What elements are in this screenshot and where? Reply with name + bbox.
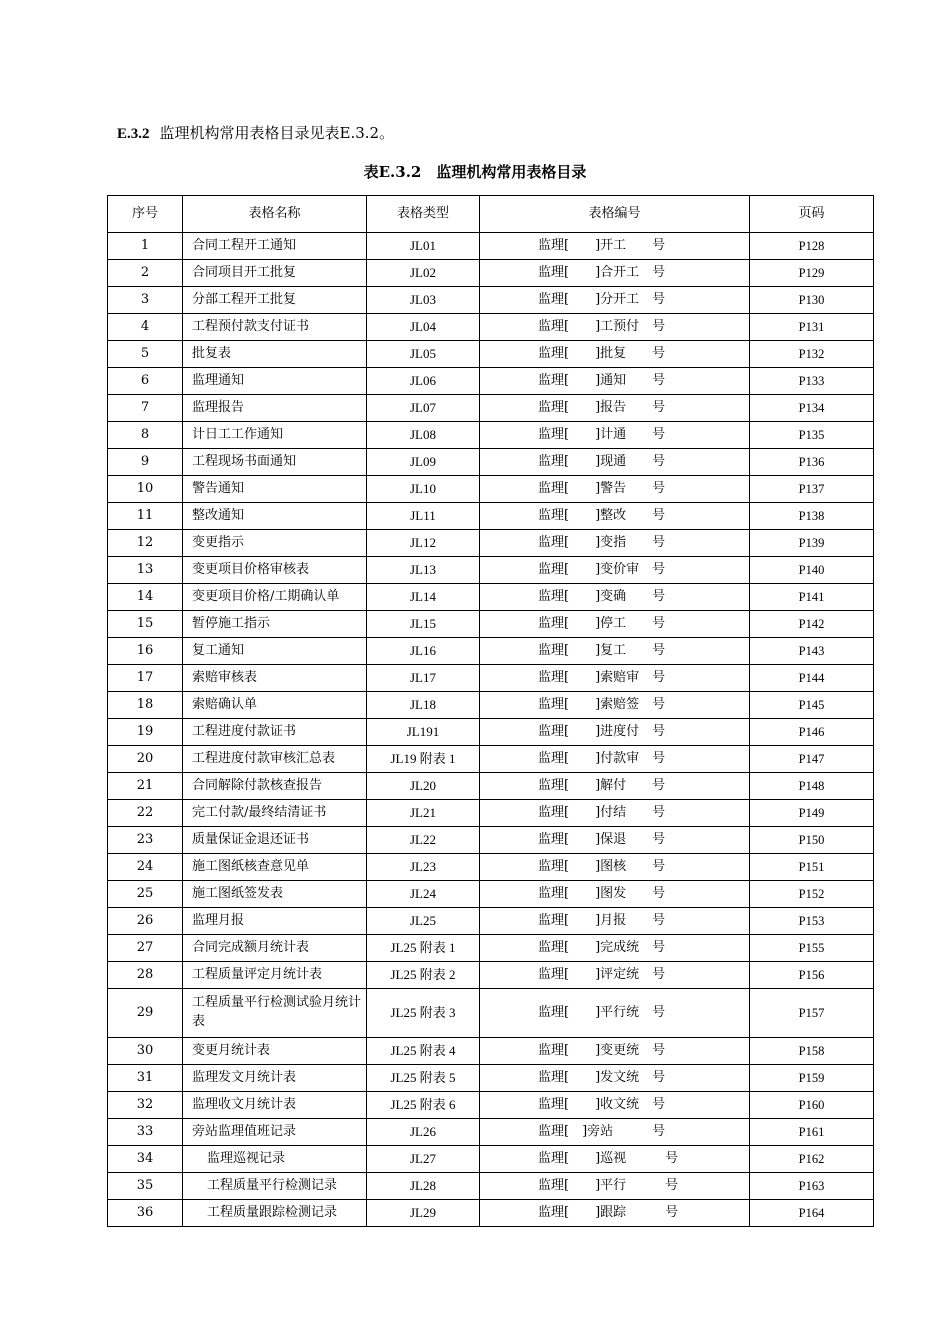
page-number: P146: [750, 719, 874, 746]
form-name: 变更项目价格审核表: [183, 557, 367, 584]
table-row: [108, 1092, 874, 1119]
row-number: 1: [108, 233, 183, 260]
page-number: P164: [750, 1200, 874, 1227]
form-type: JL10: [367, 476, 480, 503]
form-name: 合同工程开工通知: [183, 233, 367, 260]
row-number: 33: [108, 1119, 183, 1146]
row-number: 20: [108, 746, 183, 773]
page-number: P152: [750, 881, 874, 908]
form-name: 索赔审核表: [183, 665, 367, 692]
table-row: [108, 1038, 874, 1065]
form-type: JL05: [367, 341, 480, 368]
form-name: 分部工程开工批复: [183, 287, 367, 314]
form-type: JL21: [367, 800, 480, 827]
form-code: 监理[ ]图发 号: [480, 881, 750, 908]
row-number: 35: [108, 1173, 183, 1200]
form-code: 监理[ ]工预付 号: [480, 314, 750, 341]
page-number: P161: [750, 1119, 874, 1146]
form-type: JL17: [367, 665, 480, 692]
form-code: 监理[ ]旁站 号: [480, 1119, 750, 1146]
header-type: 表格类型: [367, 196, 480, 233]
form-name: 批复表: [183, 341, 367, 368]
table-row: [108, 638, 874, 665]
page-number: P156: [750, 962, 874, 989]
form-type: JL27: [367, 1146, 480, 1173]
table-row: [108, 1146, 874, 1173]
form-code: 监理[ ]收文统 号: [480, 1092, 750, 1119]
header-name: 表格名称: [183, 196, 367, 233]
table-row: [108, 935, 874, 962]
form-type: JL24: [367, 881, 480, 908]
form-name: 合同完成额月统计表: [183, 935, 367, 962]
table-caption: 表E.3.2 监理机构常用表格目录: [363, 163, 587, 181]
page-number: P155: [750, 935, 874, 962]
row-number: 10: [108, 476, 183, 503]
form-name: 索赔确认单: [183, 692, 367, 719]
page-number: P142: [750, 611, 874, 638]
form-type: JL12: [367, 530, 480, 557]
table-row: [108, 908, 874, 935]
form-code: 监理[ ]平行统 号: [480, 989, 750, 1038]
form-code: 监理[ ]评定统 号: [480, 962, 750, 989]
page-number: P134: [750, 395, 874, 422]
form-type: JL18: [367, 692, 480, 719]
table-row: [108, 1200, 874, 1227]
form-type: JL04: [367, 314, 480, 341]
table-row: [108, 746, 874, 773]
form-name: 监理报告: [183, 395, 367, 422]
row-number: 29: [108, 989, 183, 1038]
form-code: 监理[ ]整改 号: [480, 503, 750, 530]
form-type: JL19 附表 1: [367, 746, 480, 773]
form-type: JL25 附表 3: [367, 989, 480, 1038]
form-code: 监理[ ]索赔签 号: [480, 692, 750, 719]
page-number: P140: [750, 557, 874, 584]
form-type: JL28: [367, 1173, 480, 1200]
table-row: [108, 854, 874, 881]
form-type: JL06: [367, 368, 480, 395]
form-name: 暂停施工指示: [183, 611, 367, 638]
form-type: JL01: [367, 233, 480, 260]
page-number: P135: [750, 422, 874, 449]
form-code: 监理[ ]变确 号: [480, 584, 750, 611]
page-number: P138: [750, 503, 874, 530]
page-number: P136: [750, 449, 874, 476]
row-number: 21: [108, 773, 183, 800]
page-number: P137: [750, 476, 874, 503]
table-row: [108, 719, 874, 746]
table-row: [108, 1119, 874, 1146]
page-number: P143: [750, 638, 874, 665]
form-code: 监理[ ]平行 号: [480, 1173, 750, 1200]
form-code: 监理[ ]现通 号: [480, 449, 750, 476]
form-type: JL16: [367, 638, 480, 665]
form-type: JL14: [367, 584, 480, 611]
form-name: 变更月统计表: [183, 1038, 367, 1065]
form-type: JL20: [367, 773, 480, 800]
form-code: 监理[ ]计通 号: [480, 422, 750, 449]
form-type: JL29: [367, 1200, 480, 1227]
form-code: 监理[ ]图核 号: [480, 854, 750, 881]
form-code: 监理[ ]警告 号: [480, 476, 750, 503]
row-number: 7: [108, 395, 183, 422]
form-code: 监理[ ]发文统 号: [480, 1065, 750, 1092]
form-name: 合同项目开工批复: [183, 260, 367, 287]
form-type: JL25 附表 5: [367, 1065, 480, 1092]
table-row: [108, 989, 874, 1038]
form-type: JL191: [367, 719, 480, 746]
table-row: [108, 395, 874, 422]
form-name: 工程质量平行检测记录: [183, 1173, 367, 1200]
page-number: P159: [750, 1065, 874, 1092]
form-code: 监理[ ]通知 号: [480, 368, 750, 395]
page-number: P160: [750, 1092, 874, 1119]
page-number: P139: [750, 530, 874, 557]
table-row: [108, 557, 874, 584]
table-row: [108, 800, 874, 827]
form-code: 监理[ ]开工 号: [480, 233, 750, 260]
row-number: 14: [108, 584, 183, 611]
form-name: 施工图纸核查意见单: [183, 854, 367, 881]
table-row: [108, 962, 874, 989]
table-row: [108, 530, 874, 557]
form-code: 监理[ ]报告 号: [480, 395, 750, 422]
row-number: 18: [108, 692, 183, 719]
page-number: P144: [750, 665, 874, 692]
form-type: JL09: [367, 449, 480, 476]
form-type: JL25 附表 4: [367, 1038, 480, 1065]
form-type: JL03: [367, 287, 480, 314]
form-code: 监理[ ]索赔审 号: [480, 665, 750, 692]
page-number: P147: [750, 746, 874, 773]
form-code: 监理[ ]停工 号: [480, 611, 750, 638]
table-row: [108, 1173, 874, 1200]
form-code: 监理[ ]变指 号: [480, 530, 750, 557]
form-type: JL22: [367, 827, 480, 854]
row-number: 6: [108, 368, 183, 395]
page-number: P153: [750, 908, 874, 935]
form-name: 质量保证金退还证书: [183, 827, 367, 854]
form-name: 警告通知: [183, 476, 367, 503]
table-row: [108, 665, 874, 692]
table-row: [108, 449, 874, 476]
page-number: P131: [750, 314, 874, 341]
form-type: JL13: [367, 557, 480, 584]
page-number: P149: [750, 800, 874, 827]
form-name: 工程现场书面通知: [183, 449, 367, 476]
page-number: P150: [750, 827, 874, 854]
table-row: [108, 1065, 874, 1092]
form-type: JL08: [367, 422, 480, 449]
row-number: 8: [108, 422, 183, 449]
row-number: 25: [108, 881, 183, 908]
row-number: 5: [108, 341, 183, 368]
form-type: JL07: [367, 395, 480, 422]
form-code: 监理[ ]变更统 号: [480, 1038, 750, 1065]
row-number: 32: [108, 1092, 183, 1119]
header-no: 序号: [108, 196, 183, 233]
page-number: P163: [750, 1173, 874, 1200]
form-type: JL25 附表 6: [367, 1092, 480, 1119]
page-number: P158: [750, 1038, 874, 1065]
table-row: [108, 287, 874, 314]
form-code: 监理[ ]巡视 号: [480, 1146, 750, 1173]
row-number: 17: [108, 665, 183, 692]
table-row: [108, 881, 874, 908]
row-number: 19: [108, 719, 183, 746]
form-name: 工程质量平行检测试验月统计表: [183, 989, 367, 1038]
row-number: 36: [108, 1200, 183, 1227]
section-intro: [117, 122, 394, 143]
form-name: 完工付款/最终结清证书: [183, 800, 367, 827]
form-code: 监理[ ]进度付 号: [480, 719, 750, 746]
section-text: 监理机构常用表格目录见表E.3.2。: [159, 124, 395, 142]
table-row: [108, 584, 874, 611]
row-number: 16: [108, 638, 183, 665]
page-number: P133: [750, 368, 874, 395]
form-name: 工程预付款支付证书: [183, 314, 367, 341]
form-code: 监理[ ]完成统 号: [480, 935, 750, 962]
table-row: [108, 692, 874, 719]
form-name: 工程质量跟踪检测记录: [183, 1200, 367, 1227]
table-row: [108, 476, 874, 503]
table-row: [108, 233, 874, 260]
row-number: 3: [108, 287, 183, 314]
page-number: P141: [750, 584, 874, 611]
form-name: 施工图纸签发表: [183, 881, 367, 908]
form-type: JL26: [367, 1119, 480, 1146]
form-type: JL11: [367, 503, 480, 530]
form-name: 监理巡视记录: [183, 1146, 367, 1173]
form-type: JL25: [367, 908, 480, 935]
row-number: 2: [108, 260, 183, 287]
page-number: P132: [750, 341, 874, 368]
row-number: 15: [108, 611, 183, 638]
table-row: [108, 611, 874, 638]
form-name: 整改通知: [183, 503, 367, 530]
form-code: 监理[ ]复工 号: [480, 638, 750, 665]
row-number: 9: [108, 449, 183, 476]
row-number: 24: [108, 854, 183, 881]
form-code: 监理[ ]付结 号: [480, 800, 750, 827]
form-name: 监理发文月统计表: [183, 1065, 367, 1092]
form-code: 监理[ ]月报 号: [480, 908, 750, 935]
row-number: 23: [108, 827, 183, 854]
table-row: [108, 314, 874, 341]
row-number: 27: [108, 935, 183, 962]
header-page: 页码: [750, 196, 874, 233]
table-row: [108, 422, 874, 449]
form-code: 监理[ ]批复 号: [480, 341, 750, 368]
table-row: [108, 260, 874, 287]
page-number: P129: [750, 260, 874, 287]
form-name: 工程进度付款证书: [183, 719, 367, 746]
table-header-row: [108, 196, 874, 233]
form-name: 变更指示: [183, 530, 367, 557]
form-code: 监理[ ]保退 号: [480, 827, 750, 854]
table-row: [108, 368, 874, 395]
form-code: 监理[ ]变价审 号: [480, 557, 750, 584]
form-type: JL15: [367, 611, 480, 638]
page-number: P145: [750, 692, 874, 719]
table-row: [108, 503, 874, 530]
form-name: 复工通知: [183, 638, 367, 665]
page-number: P162: [750, 1146, 874, 1173]
form-code: 监理[ ]付款审 号: [480, 746, 750, 773]
row-number: 26: [108, 908, 183, 935]
row-number: 30: [108, 1038, 183, 1065]
row-number: 12: [108, 530, 183, 557]
forms-catalog-table: [107, 195, 874, 1227]
form-name: 工程进度付款审核汇总表: [183, 746, 367, 773]
form-code: 监理[ ]合开工 号: [480, 260, 750, 287]
section-number: E.3.2: [117, 126, 150, 142]
form-name: 旁站监理值班记录: [183, 1119, 367, 1146]
page-number: P151: [750, 854, 874, 881]
row-number: 28: [108, 962, 183, 989]
row-number: 34: [108, 1146, 183, 1173]
form-name: 计日工工作通知: [183, 422, 367, 449]
form-type: JL25 附表 1: [367, 935, 480, 962]
row-number: 31: [108, 1065, 183, 1092]
form-name: 合同解除付款核查报告: [183, 773, 367, 800]
form-name: 监理通知: [183, 368, 367, 395]
table-row: [108, 773, 874, 800]
row-number: 11: [108, 503, 183, 530]
form-name: 工程质量评定月统计表: [183, 962, 367, 989]
page-number: P157: [750, 989, 874, 1038]
row-number: 22: [108, 800, 183, 827]
table-row: [108, 827, 874, 854]
form-name: 监理收文月统计表: [183, 1092, 367, 1119]
row-number: 4: [108, 314, 183, 341]
page-number: P148: [750, 773, 874, 800]
form-code: 监理[ ]跟踪 号: [480, 1200, 750, 1227]
table-row: [108, 341, 874, 368]
page-number: P130: [750, 287, 874, 314]
row-number: 13: [108, 557, 183, 584]
form-name: 监理月报: [183, 908, 367, 935]
form-name: 变更项目价格/工期确认单: [183, 584, 367, 611]
form-type: JL23: [367, 854, 480, 881]
form-type: JL25 附表 2: [367, 962, 480, 989]
form-type: JL02: [367, 260, 480, 287]
form-code: 监理[ ]解付 号: [480, 773, 750, 800]
form-code: 监理[ ]分开工 号: [480, 287, 750, 314]
page-number: P128: [750, 233, 874, 260]
header-code: 表格编号: [480, 196, 750, 233]
